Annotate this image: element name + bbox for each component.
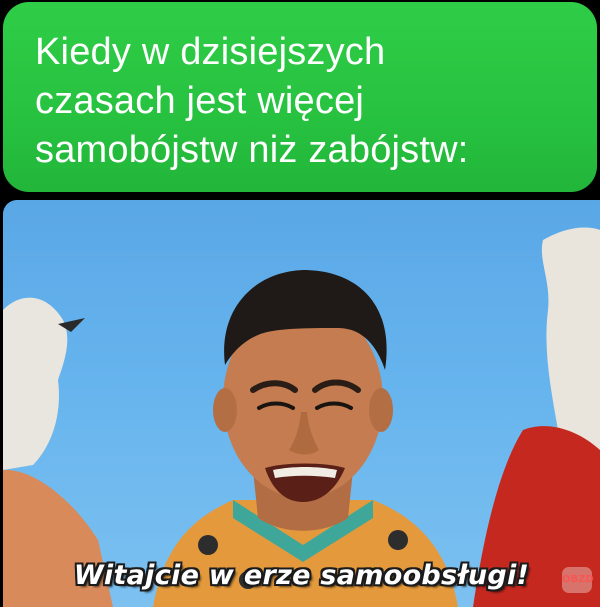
message-bubble <box>3 2 597 192</box>
right-ear <box>369 388 393 432</box>
message-line-3: samobójstw niż zabójstw: <box>35 129 469 171</box>
meme-image <box>3 200 600 607</box>
left-ear <box>213 388 237 432</box>
message-text <box>35 28 567 175</box>
left-figure-fur <box>3 298 67 470</box>
watermark-logo: OBZD <box>562 567 592 593</box>
message-line-2: czasach jest więcej <box>35 80 365 122</box>
meme-caption: Witajcie w erze samoobsługi! <box>73 560 530 591</box>
message-line-1: Kiedy w dzisiejszych <box>35 31 386 73</box>
costume-spot <box>198 535 218 555</box>
costume-spot <box>388 530 408 550</box>
meme-scene-illustration <box>3 200 600 607</box>
